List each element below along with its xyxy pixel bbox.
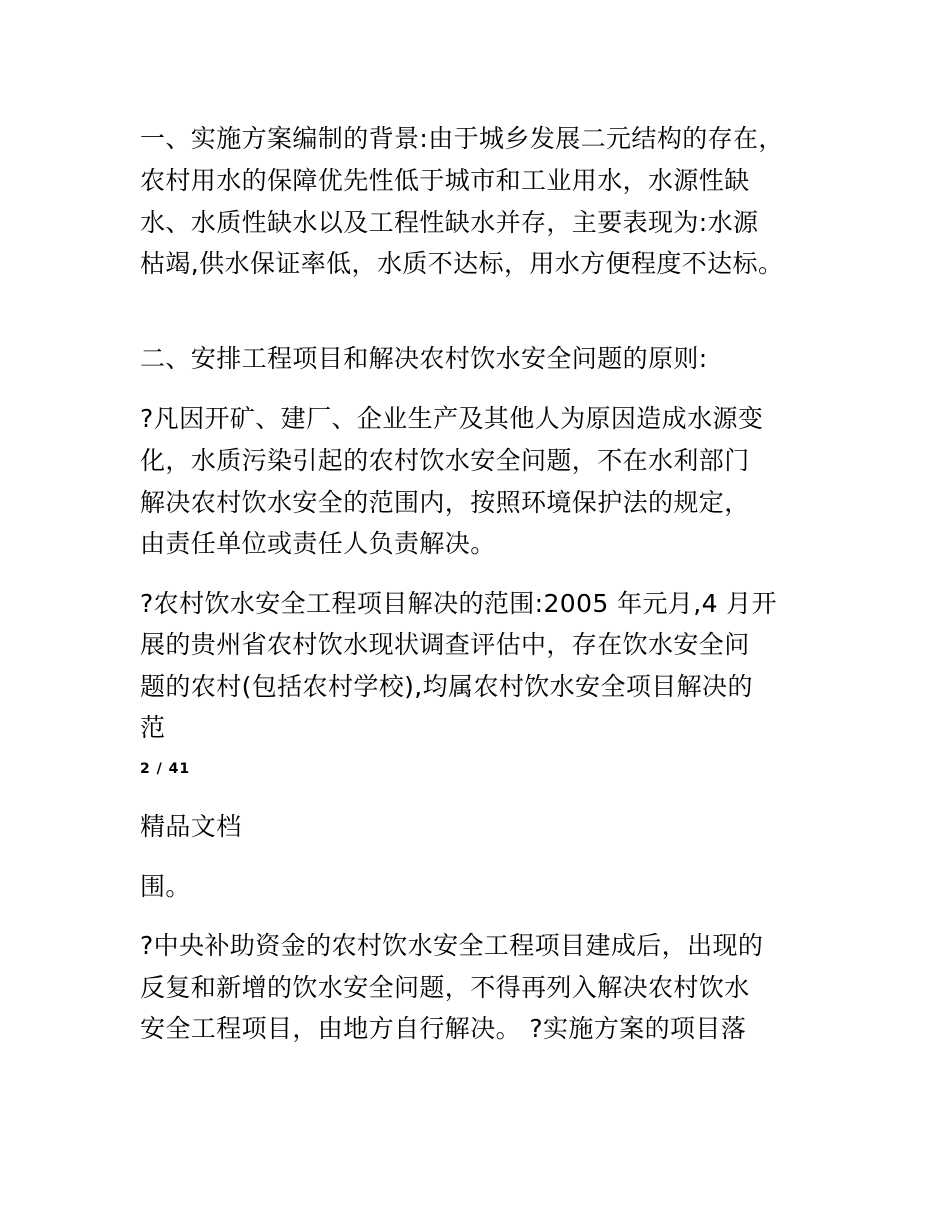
para1-line-3: 解决农村饮水安全的范围内，按照环境保护法的规定， (140, 488, 750, 517)
section1-line-3: 水、水质性缺水以及工程性缺水并存，主要表现为:水源 (140, 208, 759, 237)
para2-line-2: 展的贵州省农村饮水现状调查评估中，存在饮水安全问 (140, 630, 750, 659)
para1-line-2: 化，水质污染引起的农村饮水安全问题，不在水利部门 (140, 446, 750, 475)
para2-line-1: ?农村饮水安全工程项目解决的范围:2005 年元月,4 月开 (140, 589, 778, 618)
para3-line-2: 反复和新增的饮水安全问题，不得再列入解决农村饮水 (140, 973, 750, 1002)
page-number: 2 / 41 (140, 761, 191, 777)
para1-line-4: 由责任单位或责任人负责解决。 (140, 529, 496, 558)
section2-heading: 二、安排工程项目和解决农村饮水安全问题的原则: (140, 344, 708, 373)
page-header-text: 精品文档 (140, 812, 242, 841)
para2-line-3: 题的农村(包括农村学校),均属农村饮水安全项目解决的 (140, 672, 753, 701)
para3-line-1: ?中央补助资金的农村饮水安全工程项目建成后，出现的 (140, 931, 764, 960)
section1-line-2: 农村用水的保障优先性低于城市和工业用水，水源性缺 (140, 166, 750, 195)
section1-line-1: 一、实施方案编制的背景:由于城乡发展二元结构的存在， (140, 124, 784, 153)
para2-line-4: 范 (140, 713, 166, 742)
section1-line-4: 枯竭,供水保证率低，水质不达标，用水方便程度不达标。 (140, 249, 784, 278)
para3-line-3: 安全工程项目，由地方自行解决。 ?实施方案的项目落 (140, 1014, 747, 1043)
para1-line-1: ?凡因开矿、建厂、企业生产及其他人为原因造成水源变 (140, 404, 764, 433)
continuation-line: 围。 (140, 872, 191, 901)
